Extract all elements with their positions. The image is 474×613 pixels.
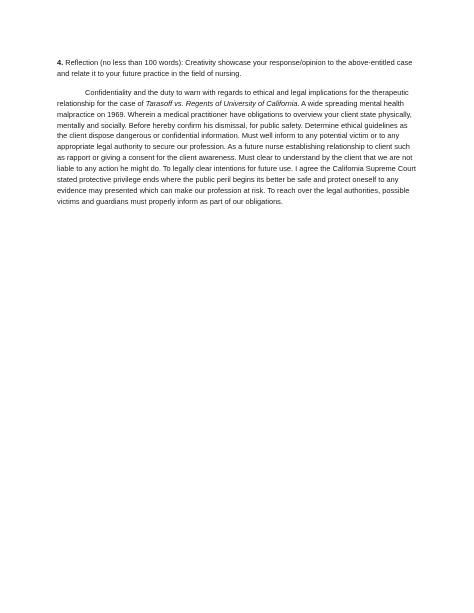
answer-paragraph bbox=[57, 88, 419, 208]
question-text: Reflection (no less than 100 words): Creativity showcase your response/opinion to the above-entitled case and relate it to your future practice in the field of nursing. bbox=[57, 58, 413, 78]
answer-text-part-2: . A wide spreading mental health malpractice on 1969. Wherein a medical practitioner have obligations to overview your client state physically, mentally and socially. Before hereby confirm his dismissal, for public safety. Determine ethical guidelines as the client dispose dangerous or confidential information. Must well inform to any potential victim or to any appropriate legal authority to secure our profession. As a future nurse establishing relationship to client such as rapport or giving a consent for the client awareness. Must clear to understand by the client that we are not liable to any action he might do. To legally clear intentions for future use. I agree the California Supreme Court stated protective privilege ends where the public peril begins its better be safe and protect oneself to any evidence may presented which can make our profession at risk. To reach over the legal authorities, possible victims and guardians must properly inform as part of our obligations. bbox=[57, 98, 416, 206]
question-paragraph bbox=[57, 58, 419, 80]
case-name: Tarasoff vs. Regents of University of California bbox=[145, 98, 298, 108]
document-body bbox=[57, 58, 419, 208]
question-number: 4. bbox=[57, 58, 64, 67]
answer-text-part-1: Confidentiality and the duty to warn with regards to ethical and legal implications for the therapeutic relationship for the case of bbox=[57, 87, 409, 108]
